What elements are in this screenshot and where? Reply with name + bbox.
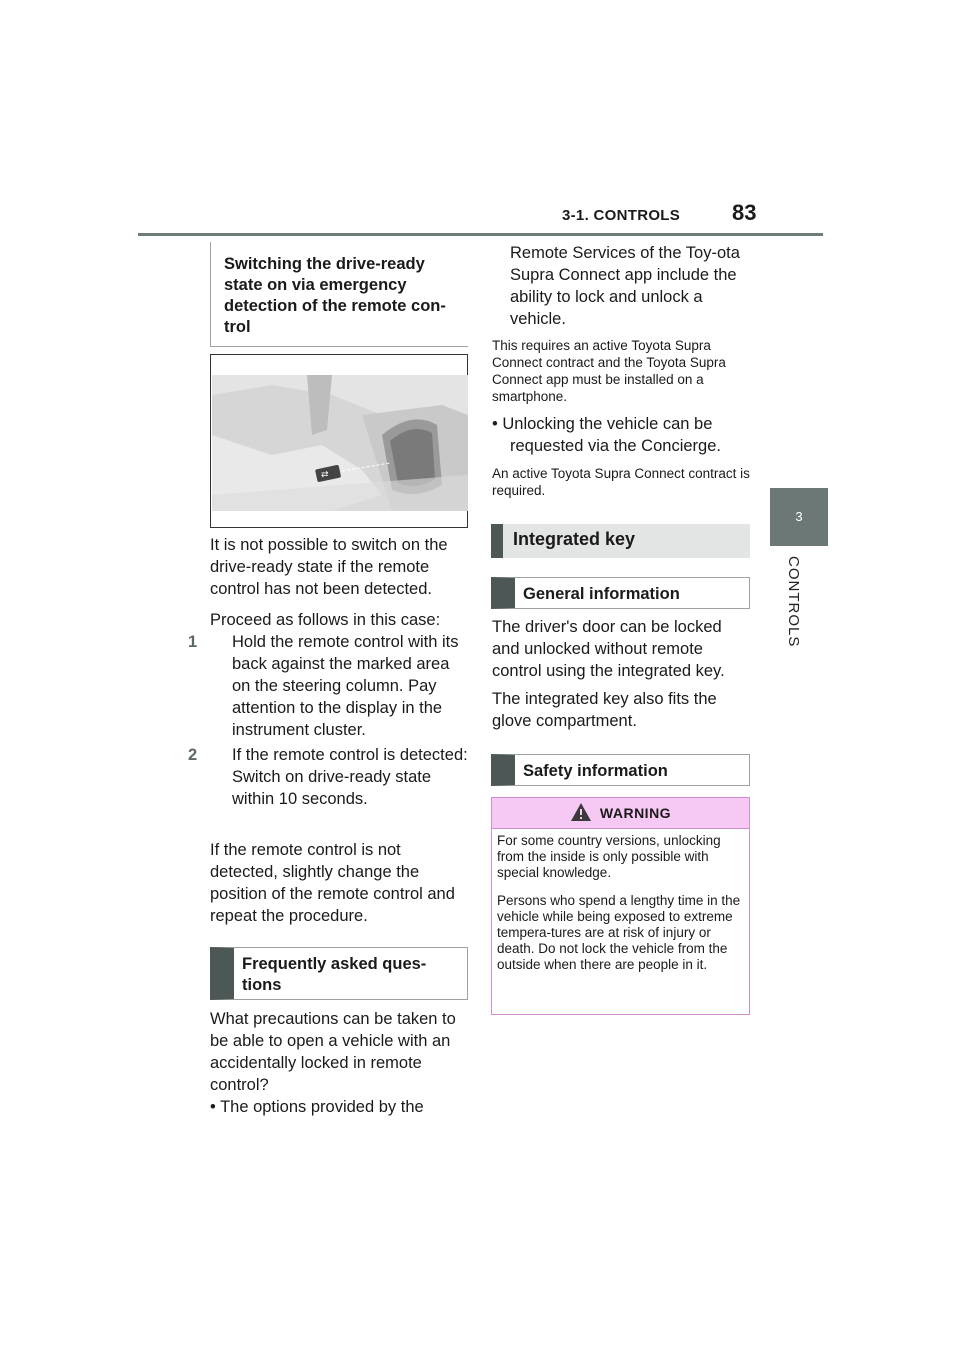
section-title: 3-1. CONTROLS xyxy=(562,207,681,224)
paragraph-not-detected: It is not possible to switch on the drive-ready state if the remote control has not been detected. xyxy=(210,536,448,598)
note-contract-app: This requires an active Toyota Supra Connect contract and the Toyota Supra Connect app must be installed on a smartphone. xyxy=(492,338,726,404)
step-2-number: 2 xyxy=(188,746,198,764)
paragraph-driver-door: The driver's door can be locked and unlocked without remote control using the integrated key. xyxy=(492,618,725,680)
warning-text-extreme-temperatures: Persons who spend a lengthy time in the vehicle while being exposed to extreme tempera-tures are at risk of injury or death. Do not lock the vehicle from the outside when there are people in it. xyxy=(497,893,741,972)
step-1-text: Hold the remote control with its back against the marked area on the steering column. Pay attention to the display in the instrument cluster. xyxy=(232,633,459,739)
step-2-text: If the remote control is detected: Switch on drive-ready state within 10 seconds. xyxy=(232,746,468,808)
chapter-label xyxy=(782,556,804,656)
heading-faq-text: Frequently asked ques-tions xyxy=(242,955,427,994)
step-1-number: 1 xyxy=(188,633,198,651)
chapter-tab: 3 xyxy=(770,488,828,546)
paragraph-not-detected-retry: If the remote control is not detected, slightly change the position of the remote control and repeat the procedure. xyxy=(210,841,455,925)
heading-emergency-detection-text: Switching the drive-ready state on via emergency detection of the remote con-trol xyxy=(224,255,446,336)
warning-triangle-icon xyxy=(570,802,592,822)
step-1 xyxy=(188,631,470,741)
heading-general-information xyxy=(491,577,750,609)
heading-safety-information xyxy=(491,754,750,786)
paragraph-remote-services: Remote Services of the Toy-ota Supra Connect app include the ability to lock and unlock a vehicle. xyxy=(510,244,740,328)
note-connect-contract: An active Toyota Supra Connect contract is required. xyxy=(492,466,750,498)
heading-integrated-key xyxy=(491,524,750,558)
step-2 xyxy=(188,744,470,810)
page-number: 83 xyxy=(732,200,757,225)
bullet-options: • The options provided by the xyxy=(210,1098,424,1116)
heading-integrated-key-text: Integrated key xyxy=(513,529,636,549)
paragraph-faq-question: What precautions can be taken to be able to open a vehicle with an accidentally locked in remote control? xyxy=(210,1010,456,1094)
header-divider xyxy=(138,233,823,236)
paragraph-proceed: Proceed as follows in this case: xyxy=(210,611,441,629)
heading-faq xyxy=(210,947,468,1000)
steering-column-illustration xyxy=(210,354,468,528)
chapter-label-text: CONTROLS xyxy=(785,556,802,648)
paragraph-glove-compartment: The integrated key also fits the glove compartment. xyxy=(492,690,717,730)
heading-safety-information-text: Safety information xyxy=(523,762,668,780)
svg-text:⇄: ⇄ xyxy=(321,470,329,480)
steering-column-image xyxy=(212,375,468,511)
bullet-concierge: • Unlocking the vehicle can be requested via the Concierge. xyxy=(492,415,721,455)
warning-text-country-versions: For some country versions, unlocking from the inside is only possible with special knowledge. xyxy=(497,833,721,880)
warning-box xyxy=(491,797,750,1015)
warning-header xyxy=(492,798,749,829)
heading-emergency-detection xyxy=(210,242,468,347)
warning-title: WARNING xyxy=(599,805,672,821)
heading-general-information-text: General information xyxy=(523,585,680,603)
